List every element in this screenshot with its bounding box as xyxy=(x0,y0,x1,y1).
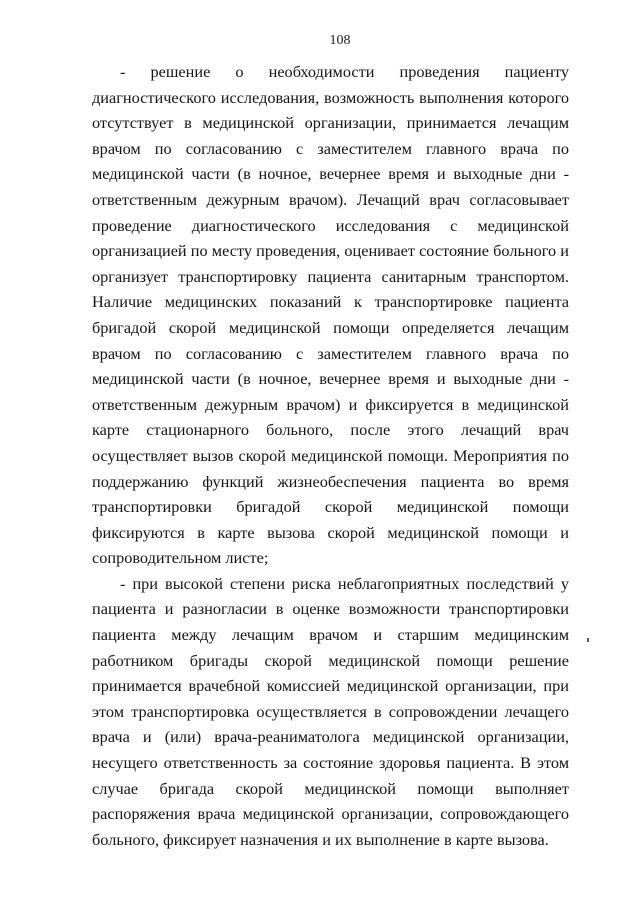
document-body xyxy=(92,59,569,852)
paragraph-high-risk-transport: - при высокой степени риска неблагоприятных последствий у пациента и разногласии в оценке возможности транспортировки пациента между лечащим врачом и старшим медицинским работником бригады скорой медицинской помощи решение принимается врачебной комиссией медицинской организации, при этом транспортировка осуществляется в сопровождении лечащего врача и (или) врача-реаниматолога медицинской организации, несущего ответственность за состояние здоровья пациента. В этом случае бригада скорой медицинской помощи выполняет распоряжения врача медицинской организации, сопровождающего больного, фиксирует назначения и их выполнение в карте вызова. xyxy=(92,573,569,849)
scan-artifact xyxy=(587,638,589,642)
page-number: 108 xyxy=(329,33,351,48)
paragraph-diagnostic-transport: - решение о необходимости проведения пациенту диагностического исследования, возможность выполнения которого отсутствует в медицинской организации, принимается лечащим врачом по согласованию с заместителем главного врача по медицинской части (в ночное, вечернее время и выходные дни - ответственным дежурным врачом). Лечащий врач согласовывает проведение диагностического исследования с медицинской организацией по месту проведения, оценивает состояние больного и организует транспортировку пациента санитарным транспортом. Наличие медицинских показаний к транспортировке пациента бригадой скорой медицинской помощи определяется лечащим врачом по согласованию с заместителем главного врача по медицинской части (в ночное, вечернее время и выходные дни - ответственным дежурным врачом) и фиксируется в медицинской карте стационарного больного, после этого лечащий врач осуществляет вызов скорой медицинской помощи. Мероприятия по поддержанию функций жизнеобеспечения пациента во время транспортировки бригадой скорой медицинской помощи фиксируются в карте вызова скорой медицинской помощи и сопроводительном листе; xyxy=(92,62,569,568)
